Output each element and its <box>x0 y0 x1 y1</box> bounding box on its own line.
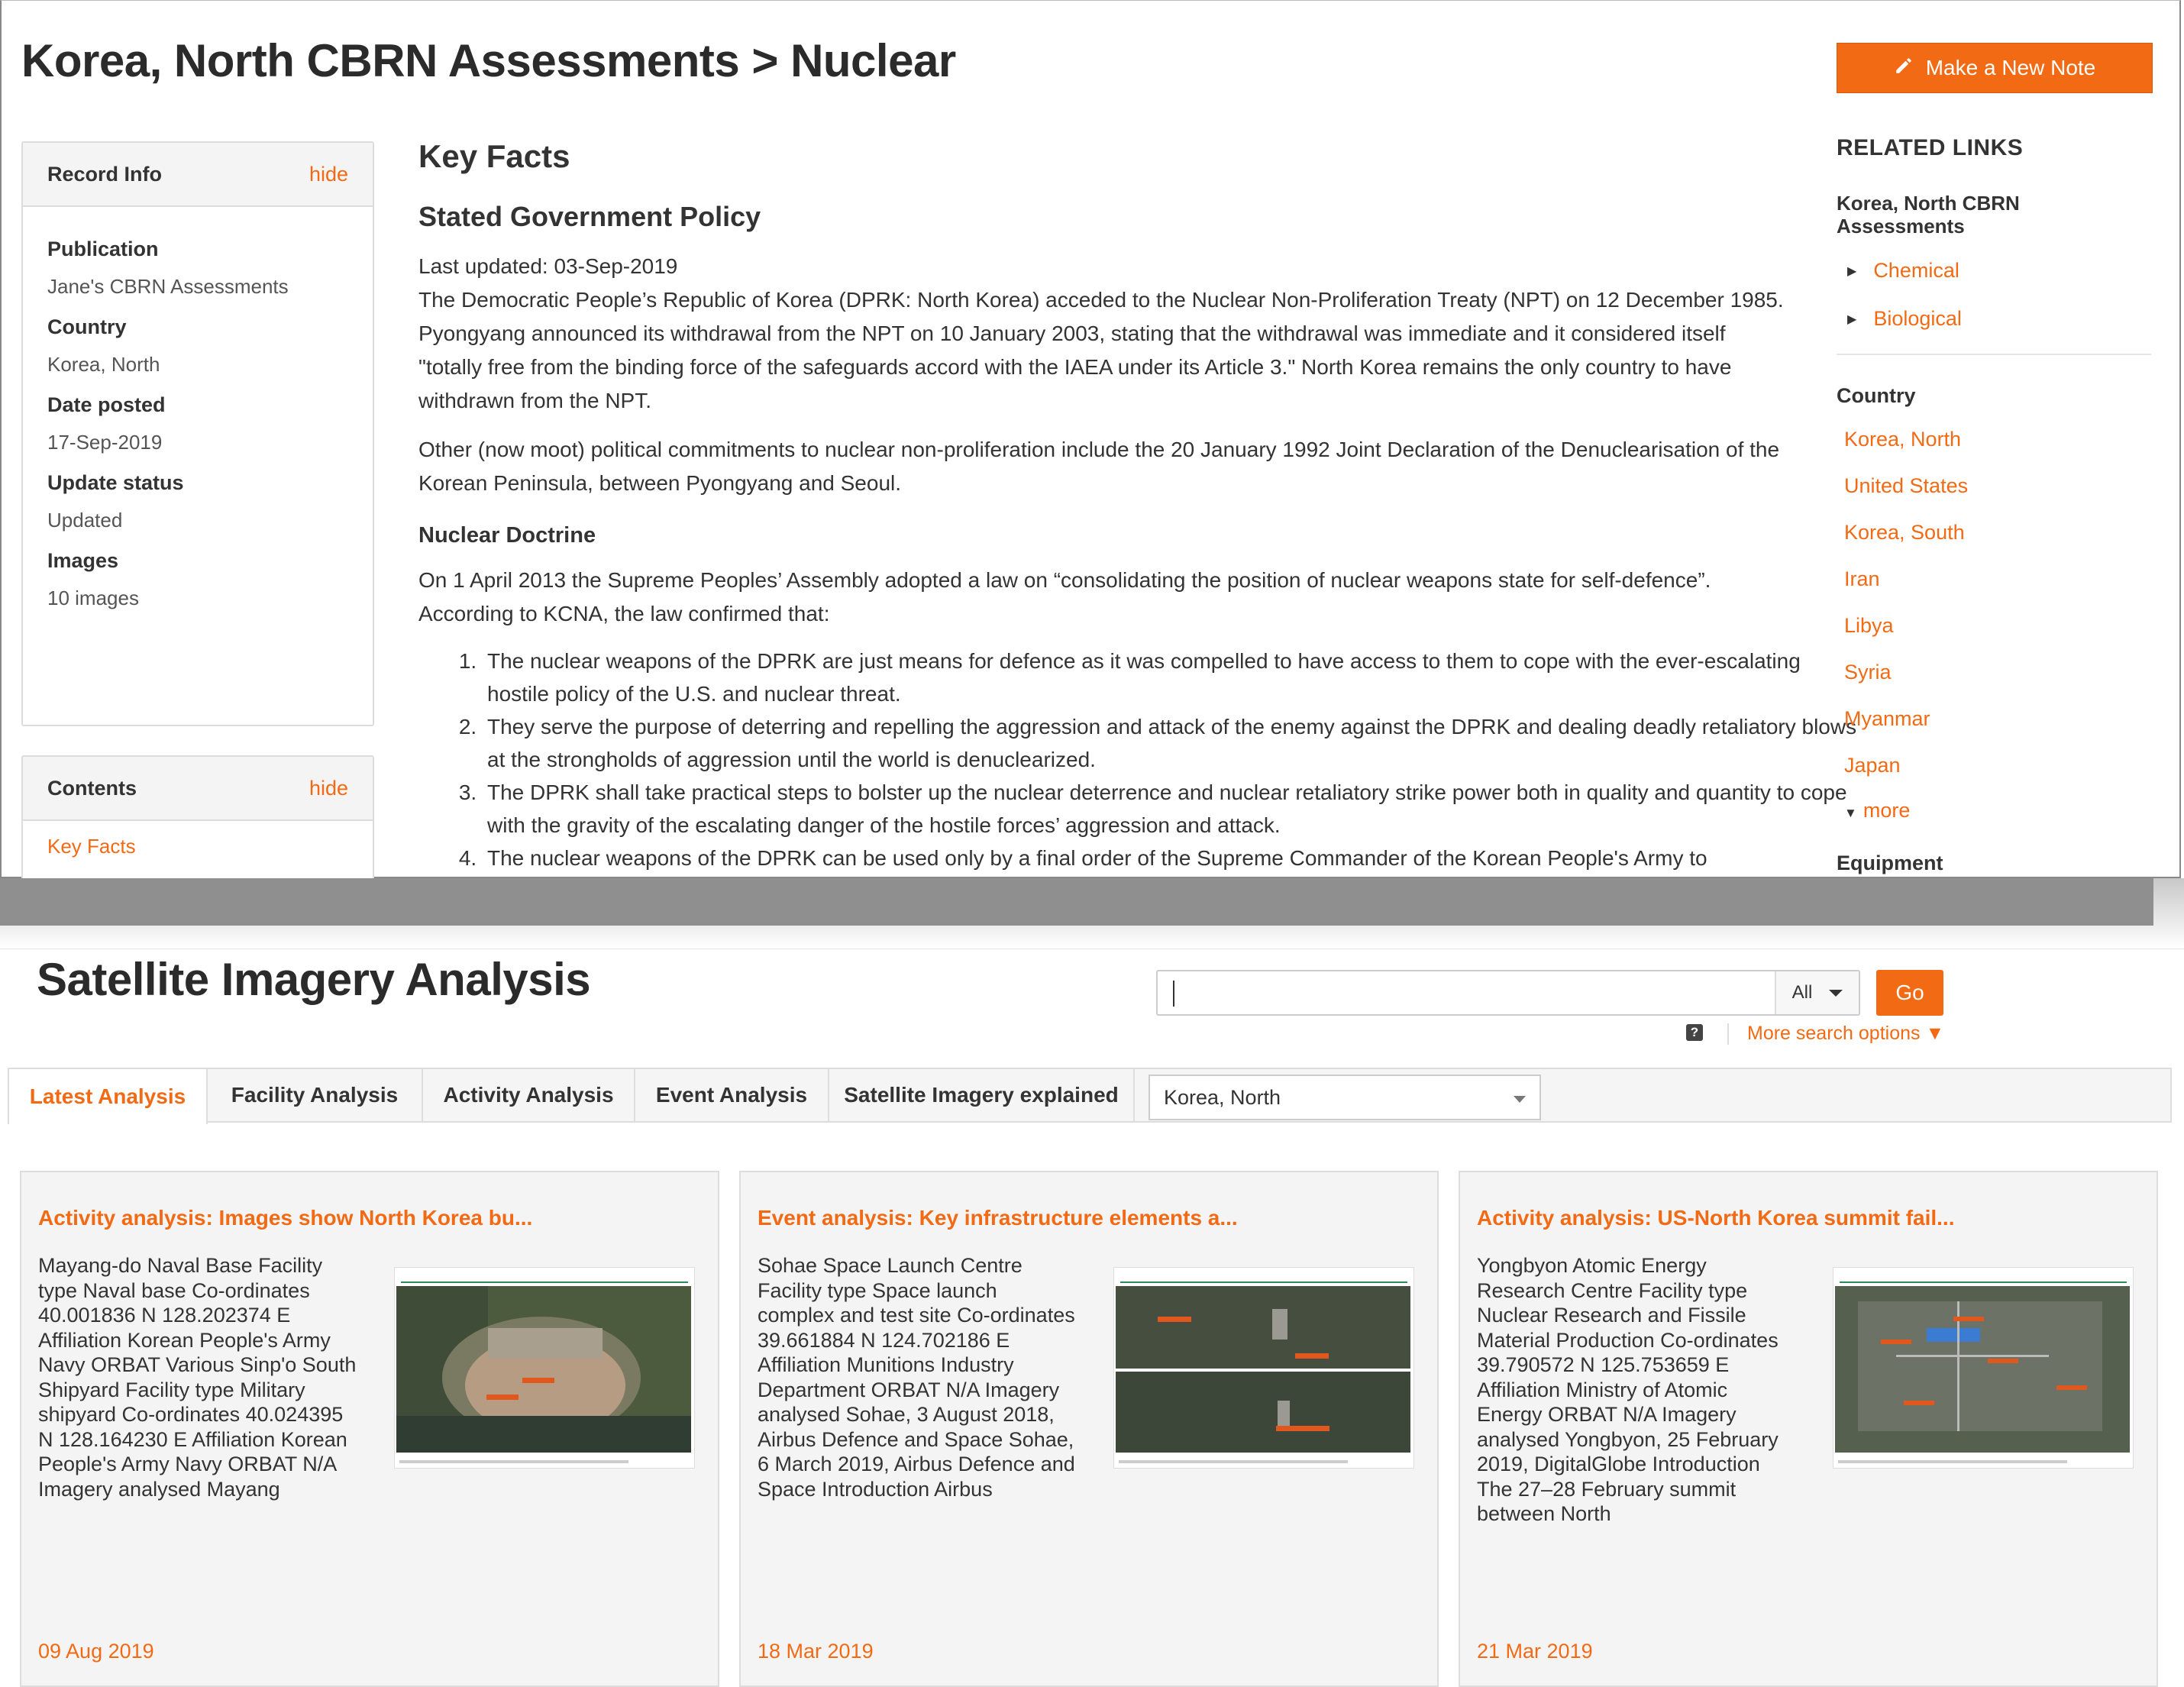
analysis-card[interactable] <box>739 1171 1439 1687</box>
key-facts-heading: Key Facts <box>418 138 570 174</box>
satellite-image <box>396 1286 691 1453</box>
contents-heading: Contents <box>47 776 137 800</box>
last-updated: Last updated: 03-Sep-2019 <box>418 254 678 278</box>
card-summary: Yongbyon Atomic Energy Research Centre Facility type Nuclear Research and Fissile Material Production Co-ordinates 39.790572 N 125.753659 E Affiliation Ministry of Atomic Energy ORBAT N/A Imagery analysed Yongbyon, 25 February 2019, DigitalGlobe Introduction The 27–28 February summit between North <box>1477 1254 1779 1525</box>
images-link[interactable]: 10 images <box>47 587 139 609</box>
divider <box>1727 1023 1729 1045</box>
satellite-thumbnail[interactable] <box>1833 1267 2134 1469</box>
help-icon[interactable]: ? <box>1686 1024 1703 1041</box>
more-countries-link[interactable] <box>1844 799 2151 822</box>
triangle-down-icon: ▼ <box>1844 806 1857 820</box>
tab-latest-analysis[interactable]: Latest Analysis <box>8 1068 208 1124</box>
related-sub-heading: Korea, North CBRN Assessments <box>1837 192 2020 238</box>
card-date: 09 Aug 2019 <box>38 1640 154 1663</box>
related-links <box>1837 135 2151 919</box>
card-date: 21 Mar 2019 <box>1477 1640 1593 1663</box>
list-item: 3. The DPRK shall take practical steps to bolster up the nuclear deterrence and nuclear retaliatory strike power both in quality and quantity to cope with the gravity of the escalating danger of the hostile forces’ aggression and attack. <box>483 776 1857 842</box>
card-title-link[interactable]: Activity analysis: US-North Korea summit fail... <box>1477 1206 1955 1230</box>
contents-hide-link[interactable]: hide <box>309 776 348 800</box>
update-status-value: Updated <box>47 509 123 532</box>
satellite-image <box>1835 1286 2130 1453</box>
go-button[interactable]: Go <box>1876 970 1943 1016</box>
tab-satellite-imagery-explained[interactable]: Satellite Imagery explained <box>829 1068 1135 1123</box>
satellite-imagery-panel <box>0 949 2184 1685</box>
paragraph-commitments: Other (now moot) political commitments to nuclear non-proliferation include the 20 January 1992 Joint Declaration of the Denuclearisation of the Korean Peninsula, between Pyongyang and Seoul. <box>418 438 1780 495</box>
images-label: Images <box>47 549 119 572</box>
paragraph-doctrine: On 1 April 2013 the Supreme Peoples’ Assembly adopted a law on “consolidating the position of nuclear weapons state for self-defence”. According to KCNA, the law confirmed that: <box>418 568 1711 625</box>
more-label: more <box>1863 799 1911 822</box>
list-item: 2. They serve the purpose of deterring and repelling the aggression and attack of the enemy against the DPRK and dealing deadly retaliatory blows at the strongholds of aggression until the world is denuclearized. <box>483 710 1857 776</box>
text-cursor <box>1173 981 1174 1007</box>
record-info-heading: Record Info <box>47 162 163 186</box>
satellite-thumbnail[interactable] <box>394 1267 695 1469</box>
card-date: 18 Mar 2019 <box>758 1640 874 1663</box>
stated-policy-heading: Stated Government Policy <box>418 201 761 232</box>
date-posted-label: Date posted <box>47 393 166 416</box>
card-summary: Sohae Space Launch Centre Facility type Space launch complex and test site Co-ordinates 39.661884 N 124.702186 E Affiliation Munitions Industry Department ORBAT N/A Imagery analysed Sohae, 3 August 2018, Airbus Defence and Space Sohae, 6 March 2019, Airbus Defence and Space Introduction Airbus <box>758 1254 1075 1501</box>
satellite-page-title: Satellite Imagery Analysis <box>37 954 591 1005</box>
paragraph-npt: The Democratic People’s Republic of Korea (DPRK: North Korea) acceded to the Nuclear Non-Proliferation Treaty (NPT) on 12 December 1985. Pyongyang announced its withdrawal from the NPT on 10 January 2003, stating that the withdrawal was immediate and it considered itself "totally free from the binding force of the safeguards accord with the IAEA under its Article 3." North Korea remains the only country to have withdrawn from the NPT. <box>418 288 1784 412</box>
list-item: 1. The nuclear weapons of the DPRK are just means for defence as it was compelled to have access to them to cope with the ever-escalating hostile policy of the U.S. and nuclear threat. <box>483 645 1857 710</box>
caret-down-icon <box>1514 1096 1526 1103</box>
country-link-korea-north[interactable]: Korea, North <box>1844 428 1962 451</box>
country-link-libya[interactable]: Libya <box>1844 614 1894 637</box>
make-new-note-label: Make a New Note <box>1925 56 2096 79</box>
search-scope-dropdown[interactable] <box>1775 971 1859 1014</box>
tab-event-analysis[interactable]: Event Analysis <box>635 1068 829 1123</box>
equipment-heading: Equipment <box>1837 852 1943 874</box>
date-posted-value: 17-Sep-2019 <box>47 431 163 454</box>
triangle-right-icon: ▶ <box>1847 264 1857 278</box>
divider <box>1837 354 2151 355</box>
country-link-united-states[interactable]: United States <box>1844 474 1969 497</box>
analysis-card[interactable] <box>20 1171 719 1687</box>
card-summary: Mayang-do Naval Base Facility type Naval base Co-ordinates 40.001836 N 128.202374 E Affiliation Korean People's Army Navy ORBAT Various Sinp'o South Shipyard Facility type Military shipyard Co-ordinates 40.024395 N 128.164230 E Affiliation Korean People's Army Navy ORBAT N/A Imagery analysed Mayang <box>38 1254 357 1501</box>
contents-panel <box>21 755 374 885</box>
tab-activity-analysis[interactable]: Activity Analysis <box>423 1068 635 1123</box>
make-new-note-button[interactable] <box>1837 43 2153 93</box>
search-scope-value: All <box>1791 982 1813 1003</box>
list-item: 4. The nuclear weapons of the DPRK can be used only by a final order of the Supreme Commander of the Korean People's Army to <box>483 842 1857 874</box>
country-link-myanmar[interactable]: Myanmar <box>1844 707 1930 730</box>
tab-facility-analysis[interactable]: Facility Analysis <box>208 1068 423 1123</box>
related-link-chemical[interactable] <box>1837 259 2151 283</box>
analysis-card[interactable] <box>1459 1171 2158 1687</box>
record-info-hide-link[interactable]: hide <box>309 162 348 186</box>
search-input[interactable] <box>1156 970 1860 1016</box>
country-heading: Country <box>1837 384 1916 407</box>
country-link-japan[interactable]: Japan <box>1844 754 1901 777</box>
satellite-image <box>1116 1286 1410 1453</box>
contents-header <box>23 757 373 821</box>
screenshot-separator <box>0 878 2184 949</box>
country-link-korea-south[interactable]: Korea, South <box>1844 521 1965 544</box>
record-info-header <box>23 143 373 207</box>
country-label: Country <box>47 315 127 338</box>
publication-value: Jane's CBRN Assessments <box>47 275 289 298</box>
related-link-label: Chemical <box>1873 259 1959 282</box>
country-filter-select[interactable] <box>1149 1075 1541 1120</box>
contents-link-key-facts[interactable]: Key Facts <box>47 835 136 858</box>
card-title-link[interactable]: Event analysis: Key infrastructure elements a... <box>758 1206 1238 1230</box>
more-search-options-link[interactable]: More search options ▼ <box>1747 1023 1945 1044</box>
country-filter-value: Korea, North <box>1164 1085 1281 1109</box>
satellite-thumbnail[interactable] <box>1113 1267 1414 1469</box>
record-info-panel <box>21 141 374 726</box>
doctrine-list <box>418 645 1857 874</box>
country-link-iran[interactable]: Iran <box>1844 567 1880 590</box>
card-title-link[interactable]: Activity analysis: Images show North Korea bu... <box>38 1206 533 1230</box>
triangle-right-icon: ▶ <box>1847 312 1857 326</box>
publication-label: Publication <box>47 238 159 260</box>
country-value: Korea, North <box>47 353 160 376</box>
related-link-biological[interactable] <box>1837 307 2151 331</box>
nuclear-doctrine-heading: Nuclear Doctrine <box>418 523 596 548</box>
analysis-tabs <box>8 1068 2172 1123</box>
related-link-label: Biological <box>1873 307 1962 330</box>
article-body <box>418 138 1857 874</box>
related-links-heading: RELATED LINKS <box>1837 135 2024 160</box>
update-status-label: Update status <box>47 471 184 494</box>
page-title: Korea, North CBRN Assessments > Nuclear <box>21 35 956 86</box>
country-link-syria[interactable]: Syria <box>1844 661 1892 684</box>
caret-down-icon <box>1829 990 1843 997</box>
pencil-icon <box>1894 56 1914 81</box>
